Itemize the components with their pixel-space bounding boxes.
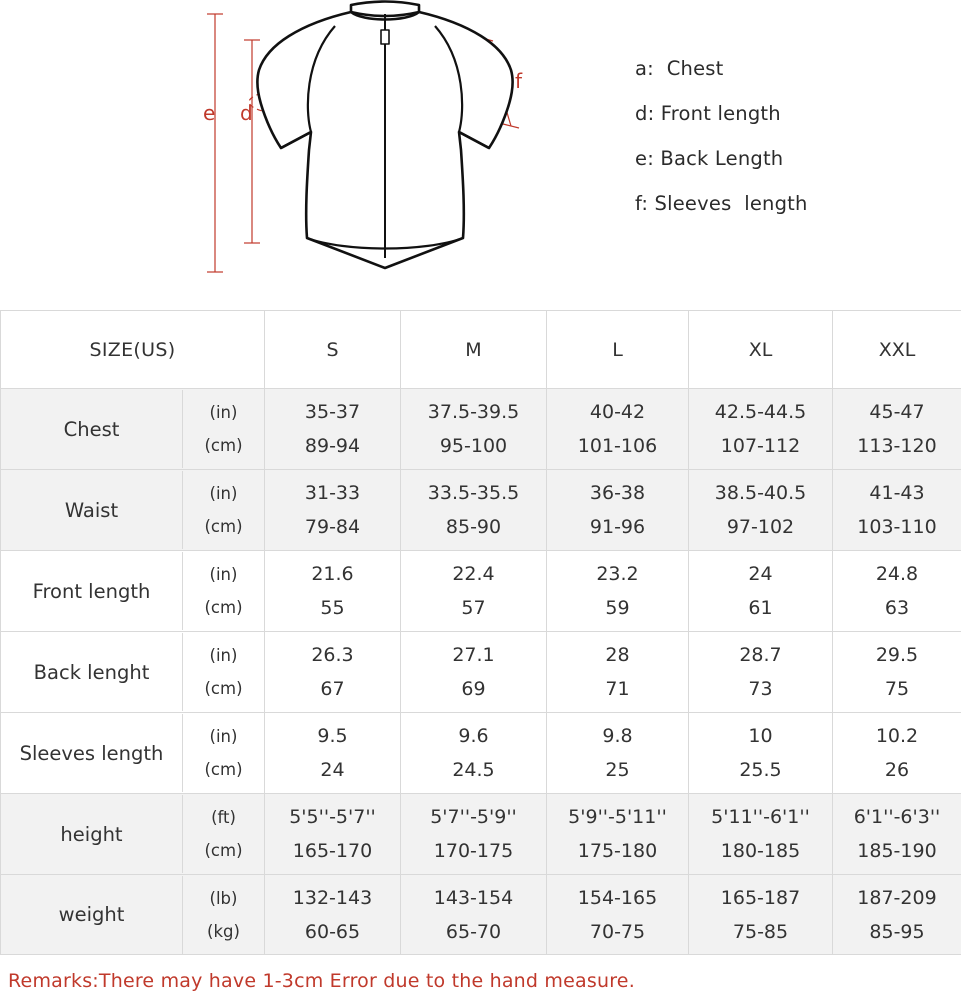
- cell-l: 23.2 59: [547, 551, 689, 632]
- header-size-s: S: [265, 311, 401, 389]
- table-row: [1, 875, 961, 955]
- diagram-label-e: e: [203, 101, 216, 125]
- legend-item-sleeves-length: f: Sleeves length: [635, 192, 808, 215]
- row-units: (lb) (kg): [182, 876, 264, 954]
- legend-item-chest: a: Chest: [635, 57, 724, 80]
- row-units: (in) (cm): [182, 633, 264, 711]
- row-label-sleeves-length: [1, 713, 265, 794]
- diagram-label-f: f: [515, 69, 523, 93]
- row-name: weight: [58, 903, 125, 926]
- cell-xl: 42.5-44.5 107-112: [689, 389, 833, 470]
- table-row: [1, 632, 961, 713]
- cell-m: 22.4 57: [401, 551, 547, 632]
- cell-s: 35-37 89-94: [265, 389, 401, 470]
- cell-xl: 28.7 73: [689, 632, 833, 713]
- cell-s: 31-33 79-84: [265, 470, 401, 551]
- cell-xxl: 29.5 75: [833, 632, 961, 713]
- row-label-chest: [1, 389, 265, 470]
- cell-s: 26.3 67: [265, 632, 401, 713]
- row-units: (in) (cm): [182, 714, 264, 792]
- header-size-l: L: [547, 311, 689, 389]
- legend-list: [635, 46, 808, 226]
- remarks-text: Remarks:There may have 1-3cm Error due to the hand measure.: [8, 970, 635, 992]
- cell-xxl: 6'1''-6'3'' 185-190: [833, 794, 961, 875]
- row-name: Chest: [63, 417, 120, 441]
- legend-item-front-length: d: Front length: [635, 102, 781, 125]
- cell-l: 36-38 91-96: [547, 470, 689, 551]
- row-name: Sleeves length: [19, 741, 164, 765]
- cell-m: 33.5-35.5 85-90: [401, 470, 547, 551]
- row-label-front-length: [1, 551, 265, 632]
- row-name: Front length: [32, 579, 151, 603]
- cell-m: 9.6 24.5: [401, 713, 547, 794]
- cell-m: 5'7''-5'9'' 170-175: [401, 794, 547, 875]
- cycling-jersey-diagram: [185, 0, 605, 300]
- cell-xl: 24 61: [689, 551, 833, 632]
- row-name: height: [60, 822, 123, 846]
- cell-l: 5'9''-5'11'' 175-180: [547, 794, 689, 875]
- row-label-weight: [1, 875, 265, 955]
- cell-s: 5'5''-5'7'' 165-170: [265, 794, 401, 875]
- row-label-waist: [1, 470, 265, 551]
- cell-xl: 5'11''-6'1'' 180-185: [689, 794, 833, 875]
- table-row: [1, 389, 961, 470]
- cell-l: 40-42 101-106: [547, 389, 689, 470]
- row-name: Waist: [64, 498, 119, 522]
- row-units: (in) (cm): [182, 390, 264, 468]
- table-header-row: [1, 311, 961, 389]
- header-size-xxl: XXL: [833, 311, 961, 389]
- row-units: (ft) (cm): [182, 795, 264, 873]
- cell-xxl: 41-43 103-110: [833, 470, 961, 551]
- cell-m: 27.1 69: [401, 632, 547, 713]
- cell-xl: 10 25.5: [689, 713, 833, 794]
- header-size-xl: XL: [689, 311, 833, 389]
- table-row: [1, 470, 961, 551]
- table-row: [1, 551, 961, 632]
- row-label-height: [1, 794, 265, 875]
- cell-xxl: 45-47 113-120: [833, 389, 961, 470]
- cell-l: 28 71: [547, 632, 689, 713]
- size-table: [0, 310, 961, 955]
- cell-xxl: 24.8 63: [833, 551, 961, 632]
- cell-xxl: 10.2 26: [833, 713, 961, 794]
- cell-xxl: 187-209 85-95: [833, 875, 961, 955]
- cell-m: 143-154 65-70: [401, 875, 547, 955]
- row-units: (in) (cm): [182, 552, 264, 630]
- row-name: Back lenght: [33, 660, 150, 684]
- cell-xl: 38.5-40.5 97-102: [689, 470, 833, 551]
- row-label-back-lenght: [1, 632, 265, 713]
- header-size-label: SIZE(US): [1, 311, 265, 389]
- header-size-m: M: [401, 311, 547, 389]
- cell-s: 21.6 55: [265, 551, 401, 632]
- table-row: [1, 713, 961, 794]
- cell-s: 132-143 60-65: [265, 875, 401, 955]
- row-units: (in) (cm): [182, 471, 264, 549]
- legend-item-back-length: e: Back Length: [635, 147, 784, 170]
- cell-m: 37.5-39.5 95-100: [401, 389, 547, 470]
- cell-xl: 165-187 75-85: [689, 875, 833, 955]
- table-row: [1, 794, 961, 875]
- diagram-label-d: d: [240, 101, 253, 125]
- cell-l: 154-165 70-75: [547, 875, 689, 955]
- cell-l: 9.8 25: [547, 713, 689, 794]
- cell-s: 9.5 24: [265, 713, 401, 794]
- illustration-area: [0, 0, 961, 310]
